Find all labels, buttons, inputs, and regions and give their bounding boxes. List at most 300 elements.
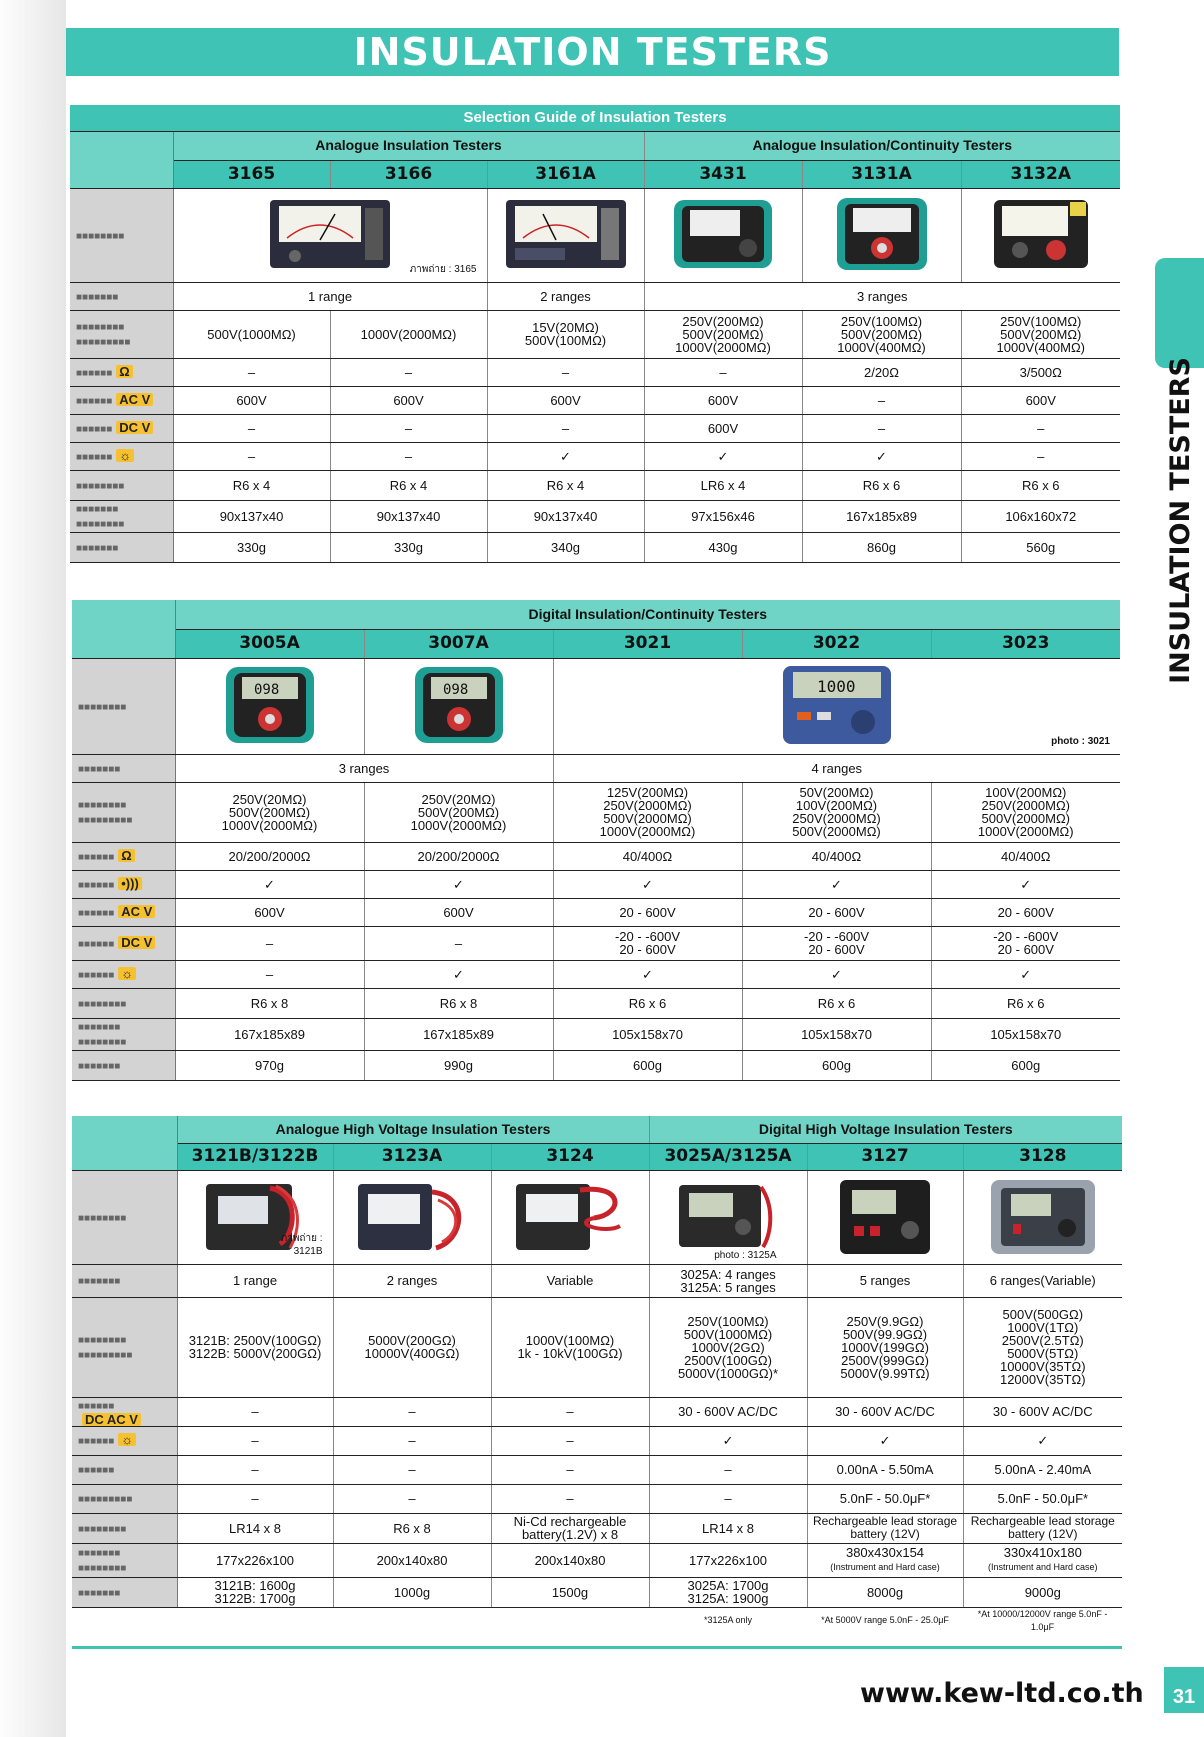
cell: 3 ranges	[644, 282, 1120, 310]
cell: 250V(100MΩ) 500V(200MΩ) 1000V(400MΩ)	[961, 310, 1120, 358]
continuity-row	[70, 358, 1120, 386]
cell: Ni-Cd rechargeable battery(1.2V) x 8	[491, 1513, 649, 1543]
cell: 106x160x72	[961, 500, 1120, 532]
model-3165: 3165	[173, 160, 330, 188]
cell: -20 - -600V 20 - 600V	[553, 926, 742, 960]
cell: R6 x 8	[175, 988, 364, 1018]
page-banner	[66, 28, 1119, 76]
buzzer-row	[72, 870, 1120, 898]
cell: 600V	[364, 898, 553, 926]
model-3005a: 3005A	[175, 629, 364, 658]
image-caption: photo : 3125A	[714, 1249, 777, 1261]
cell: 250V(9.9GΩ) 500V(99.9GΩ) 1000V(199GΩ) 2500V(999GΩ) 5000V(9.99TΩ)	[807, 1297, 963, 1397]
analogue-tester-image	[668, 194, 778, 274]
cell: -20 - -600V 20 - 600V	[742, 926, 931, 960]
page-number: 31	[1164, 1667, 1204, 1713]
cell: Rechargeable lead storage battery (12V)	[963, 1513, 1122, 1543]
section-row	[72, 1116, 1122, 1143]
cell: 20 - 600V	[742, 898, 931, 926]
model-row	[70, 160, 1120, 188]
cell: R6 x 8	[333, 1513, 491, 1543]
cell: 430g	[644, 532, 802, 562]
model-3023: 3023	[931, 629, 1120, 658]
cell: 200x140x80	[491, 1543, 649, 1577]
dimensions-row	[72, 1018, 1120, 1050]
weight-label: ■■■■■■■	[72, 1577, 177, 1607]
cell: 3 ranges	[175, 754, 553, 782]
cell: 97x156x46	[644, 500, 802, 532]
cell: 20 - 600V	[553, 898, 742, 926]
acdc-voltage-icon: DC AC V	[82, 1413, 141, 1426]
cell: R6 x 6	[802, 470, 961, 500]
light-icon: ☼	[118, 967, 136, 980]
cell: 177x226x100	[177, 1543, 333, 1577]
section-analogue-continuity: Analogue Insulation/Continuity Testers	[644, 131, 1120, 160]
cell: 105x158x70	[931, 1018, 1120, 1050]
cell: 380x430x154	[845, 1545, 925, 1560]
acv-row	[72, 898, 1120, 926]
cell: –	[175, 960, 364, 988]
cell: LR14 x 8	[649, 1513, 807, 1543]
rated-voltage-label: ■■■■■■■■ ■■■■■■■■■	[72, 782, 175, 842]
cell: 15V(20MΩ) 500V(100MΩ)	[487, 310, 644, 358]
appearance-row	[72, 658, 1120, 754]
model-3121b-3122b: 3121B/3122B	[177, 1143, 333, 1170]
model-3161a: 3161A	[487, 160, 644, 188]
cell: 5000V(200GΩ) 10000V(400GΩ)	[333, 1297, 491, 1397]
page-title: INSULATION TESTERS	[353, 30, 832, 74]
cell: ✓	[649, 1426, 807, 1455]
cell: 90x137x40	[330, 500, 487, 532]
cell: –	[330, 442, 487, 470]
model-3166: 3166	[330, 160, 487, 188]
cell: 600g	[553, 1050, 742, 1080]
light-label: ■■■■■■ ☼	[72, 1426, 177, 1455]
cell: R6 x 6	[742, 988, 931, 1018]
cell: 200x140x80	[333, 1543, 491, 1577]
cell: R6 x 4	[487, 470, 644, 500]
rated-voltage-label: ■■■■■■■■ ■■■■■■■■■	[70, 310, 173, 358]
cell: –	[333, 1426, 491, 1455]
cell: 30 - 600V AC/DC	[963, 1397, 1122, 1426]
cell: 100V(200MΩ) 250V(2000MΩ) 500V(2000MΩ) 1000V(2000MΩ)	[931, 782, 1120, 842]
cell: 1500g	[491, 1577, 649, 1607]
cell: 20 - 600V	[931, 898, 1120, 926]
cell: 1000g	[333, 1577, 491, 1607]
cell: 560g	[961, 532, 1120, 562]
cell: –	[491, 1426, 649, 1455]
hv-case-tester-image	[352, 1174, 472, 1258]
appearance-label: ■■■■■■■■	[72, 1170, 177, 1264]
corner-cell	[70, 131, 173, 188]
dcv-row	[72, 926, 1120, 960]
footnote-3128: *At 10000/12000V range 5.0nF - 1.0μF	[977, 1608, 1108, 1632]
cell: 250V(20MΩ) 500V(200MΩ) 1000V(2000MΩ)	[175, 782, 364, 842]
hv-case-tester-image	[673, 1177, 783, 1255]
cell: 600V	[487, 386, 644, 414]
cell: R6 x 8	[364, 988, 553, 1018]
cell: 40/400Ω	[931, 842, 1120, 870]
test-voltage-label: ■■■■■■■	[72, 754, 175, 782]
appearance-row	[72, 1170, 1122, 1264]
footnote-3127: *At 5000V range 5.0nF - 25.0μF	[821, 1615, 949, 1625]
image-caption: photo : 3021	[1051, 735, 1110, 747]
appearance-3165-3166	[173, 188, 487, 282]
model-row	[72, 629, 1120, 658]
cell: 20/200/2000Ω	[364, 842, 553, 870]
cell: 600V	[644, 386, 802, 414]
image-caption: ภาพถ่าย : 3165	[409, 263, 477, 275]
hv-case-tester-image	[830, 1174, 940, 1258]
light-row	[72, 960, 1120, 988]
cell: 3/500Ω	[961, 358, 1120, 386]
analogue-tester-image	[501, 194, 631, 274]
light-row	[70, 442, 1120, 470]
weight-row	[72, 1577, 1122, 1607]
cell: ✓	[931, 960, 1120, 988]
dimensions-label: ■■■■■■■ ■■■■■■■■	[72, 1543, 177, 1577]
ohm-icon: Ω	[116, 365, 132, 378]
footnote-empty	[72, 1607, 177, 1634]
appearance-3021-3023	[553, 658, 1120, 754]
cell: 40/400Ω	[553, 842, 742, 870]
cell: 5 ranges	[807, 1264, 963, 1297]
cell: 500V(1000MΩ)	[173, 310, 330, 358]
light-label: ■■■■■■ ☼	[72, 960, 175, 988]
cell: 20/200/2000Ω	[175, 842, 364, 870]
model-row	[72, 1143, 1122, 1170]
cell: –	[649, 1484, 807, 1513]
buzzer-icon: •)))	[118, 877, 142, 890]
section-digital-high-voltage: Digital High Voltage Insulation Testers	[649, 1116, 1122, 1143]
bottom-rule	[72, 1646, 1122, 1649]
cell: –	[177, 1397, 333, 1426]
light-icon: ☼	[116, 449, 134, 462]
digital-tester-image	[777, 662, 897, 748]
section-row	[72, 600, 1120, 629]
cell: 0.00nA - 5.50mA	[807, 1455, 963, 1484]
cell: –	[177, 1484, 333, 1513]
cell: 250V(100MΩ) 500V(1000MΩ) 1000V(2GΩ) 2500V(100GΩ) 5000V(1000GΩ)*	[649, 1297, 807, 1397]
current-row	[72, 1455, 1122, 1484]
appearance-3431	[644, 188, 802, 282]
ohm-icon: Ω	[118, 849, 134, 862]
section-analogue-insulation: Analogue Insulation Testers	[173, 131, 644, 160]
cell: 600V	[961, 386, 1120, 414]
acv-row	[70, 386, 1120, 414]
model-3127: 3127	[807, 1143, 963, 1170]
acv-label: ■■■■■■ AC V	[72, 898, 175, 926]
cell: 600V	[173, 386, 330, 414]
light-row	[72, 1426, 1122, 1455]
side-tab-marker	[1155, 258, 1204, 368]
continuity-label: ■■■■■■ Ω	[72, 842, 175, 870]
cell: 6 ranges(Variable)	[963, 1264, 1122, 1297]
footnote	[333, 1607, 491, 1634]
cell: –	[333, 1397, 491, 1426]
analogue-tester-image	[827, 194, 937, 274]
cell: R6 x 6	[553, 988, 742, 1018]
guide-title-row	[70, 105, 1120, 131]
table-analogue-testers	[70, 105, 1120, 563]
cell: 600V	[644, 414, 802, 442]
rated-voltage-label: ■■■■■■■■ ■■■■■■■■■	[72, 1297, 177, 1397]
cell: 177x226x100	[649, 1543, 807, 1577]
cell: –	[491, 1397, 649, 1426]
cell: 105x158x70	[553, 1018, 742, 1050]
cell: -20 - -600V 20 - 600V	[931, 926, 1120, 960]
cell: –	[173, 358, 330, 386]
cell: 600V	[175, 898, 364, 926]
hv-case-tester-image	[510, 1174, 630, 1258]
capacitance-row	[72, 1484, 1122, 1513]
selection-guide-title: Selection Guide of Insulation Testers	[70, 105, 1120, 131]
continuity-row	[72, 842, 1120, 870]
cell: ✓	[802, 442, 961, 470]
cell: 250V(200MΩ) 500V(200MΩ) 1000V(2000MΩ)	[644, 310, 802, 358]
cell: 5.0nF - 50.0μF*	[963, 1484, 1122, 1513]
cell: –	[330, 414, 487, 442]
cell: ✓	[553, 960, 742, 988]
cell: 1 range	[177, 1264, 333, 1297]
side-label-text: INSULATION TESTERS	[1164, 356, 1196, 684]
model-3128: 3128	[963, 1143, 1122, 1170]
dc-voltage-icon: DC V	[116, 421, 153, 434]
appearance-3132a	[961, 188, 1120, 282]
rated-voltage-row	[72, 782, 1120, 842]
cell: LR6 x 4	[644, 470, 802, 500]
weight-label: ■■■■■■■	[72, 1050, 175, 1080]
digital-tester-image	[220, 663, 320, 747]
cell: 5.00nA - 2.40mA	[963, 1455, 1122, 1484]
appearance-label: ■■■■■■■■	[70, 188, 173, 282]
cell: –	[491, 1455, 649, 1484]
cell: ✓	[175, 870, 364, 898]
power-label: ■■■■■■■■	[72, 1513, 177, 1543]
footnote-row	[72, 1607, 1122, 1634]
weight-row	[72, 1050, 1120, 1080]
power-row	[72, 1513, 1122, 1543]
power-label: ■■■■■■■■	[70, 470, 173, 500]
dcv-row	[70, 414, 1120, 442]
cell: ✓	[742, 960, 931, 988]
cell: ✓	[553, 870, 742, 898]
section-digital-continuity: Digital Insulation/Continuity Testers	[175, 600, 1120, 629]
table-digital-testers	[72, 600, 1120, 1081]
cell: R6 x 6	[961, 470, 1120, 500]
cell: –	[177, 1426, 333, 1455]
appearance-row	[70, 188, 1120, 282]
test-voltage-row	[70, 282, 1120, 310]
cell: 30 - 600V AC/DC	[649, 1397, 807, 1426]
lcd-reading: 098	[253, 682, 279, 698]
appearance-3131a	[802, 188, 961, 282]
cell: 30 - 600V AC/DC	[807, 1397, 963, 1426]
model-3132a: 3132A	[961, 160, 1120, 188]
hv-case-tester-image	[983, 1174, 1103, 1258]
analogue-tester-image	[986, 194, 1096, 274]
cell: 167x185x89	[802, 500, 961, 532]
weight-row	[70, 532, 1120, 562]
cell: 125V(200MΩ) 250V(2000MΩ) 500V(2000MΩ) 1000V(2000MΩ)	[553, 782, 742, 842]
cell: –	[649, 1455, 807, 1484]
dc-voltage-icon: DC V	[118, 936, 155, 949]
model-3431: 3431	[644, 160, 802, 188]
cell: 4 ranges	[553, 754, 1120, 782]
section-analogue-high-voltage: Analogue High Voltage Insulation Testers	[177, 1116, 649, 1143]
cell-with-note	[963, 1543, 1122, 1577]
cell: –	[961, 442, 1120, 470]
weight-label: ■■■■■■■	[70, 532, 173, 562]
cell: 5.0nF - 50.0μF*	[807, 1484, 963, 1513]
ac-voltage-icon: AC V	[116, 393, 153, 406]
cell: ✓	[931, 870, 1120, 898]
cell: R6 x 4	[173, 470, 330, 500]
power-label: ■■■■■■■■	[72, 988, 175, 1018]
cell: ✓	[364, 870, 553, 898]
cell: 3121B: 1600g 3122B: 1700g	[177, 1577, 333, 1607]
cell: R6 x 4	[330, 470, 487, 500]
test-voltage-row	[72, 1264, 1122, 1297]
appearance-3123a	[333, 1170, 491, 1264]
appearance-3121b	[177, 1170, 333, 1264]
appearance-label: ■■■■■■■■	[72, 658, 175, 754]
cell: 330g	[173, 532, 330, 562]
cell: ✓	[742, 870, 931, 898]
cell: 1000V(2000MΩ)	[330, 310, 487, 358]
test-voltage-label: ■■■■■■■	[70, 282, 173, 310]
cell: 9000g	[963, 1577, 1122, 1607]
cell: –	[364, 926, 553, 960]
footnote	[177, 1607, 333, 1634]
image-caption: ภาพถ่าย : 3121B	[280, 1232, 323, 1257]
cell: ✓	[487, 442, 644, 470]
cell: 40/400Ω	[742, 842, 931, 870]
cell: –	[330, 358, 487, 386]
cell: 250V(20MΩ) 500V(200MΩ) 1000V(2000MΩ)	[364, 782, 553, 842]
lcd-reading: 1000	[816, 677, 856, 696]
side-label	[1163, 356, 1197, 684]
dimensions-row	[72, 1543, 1122, 1577]
appearance-3161a	[487, 188, 644, 282]
cell: 330x410x180	[1003, 1545, 1082, 1560]
cell: –	[173, 442, 330, 470]
test-voltage-label: ■■■■■■■	[72, 1264, 177, 1297]
digital-tester-image	[409, 663, 509, 747]
cell: –	[173, 414, 330, 442]
dimensions-label: ■■■■■■■ ■■■■■■■■	[72, 1018, 175, 1050]
cell: 2 ranges	[333, 1264, 491, 1297]
cell: Rechargeable lead storage battery (12V)	[807, 1513, 963, 1543]
dims-note: (Instrument and Hard case)	[830, 1562, 940, 1572]
acdcv-row	[72, 1397, 1122, 1426]
table-high-voltage-testers	[72, 1116, 1122, 1634]
buzzer-label: ■■■■■■ •)))	[72, 870, 175, 898]
appearance-3005a	[175, 658, 364, 754]
page-gutter-shade	[0, 0, 66, 1737]
model-3021: 3021	[553, 629, 742, 658]
cell: 90x137x40	[173, 500, 330, 532]
cell: 167x185x89	[364, 1018, 553, 1050]
dimensions-label: ■■■■■■■ ■■■■■■■■	[70, 500, 173, 532]
current-label: ■■■■■■	[72, 1455, 177, 1484]
ac-voltage-icon: AC V	[118, 905, 155, 918]
cell: 8000g	[807, 1577, 963, 1607]
appearance-3128	[963, 1170, 1122, 1264]
rated-voltage-row	[72, 1297, 1122, 1397]
cell: 2/20Ω	[802, 358, 961, 386]
corner-cell	[72, 1116, 177, 1170]
cell: 1000V(100MΩ) 1k - 10kV(100GΩ)	[491, 1297, 649, 1397]
cell: –	[333, 1455, 491, 1484]
dimensions-row	[70, 500, 1120, 532]
cell: 500V(500GΩ) 1000V(1TΩ) 2500V(2.5TΩ) 5000V(5TΩ) 10000V(35TΩ) 12000V(35TΩ)	[963, 1297, 1122, 1397]
cell: 90x137x40	[487, 500, 644, 532]
cell: –	[487, 358, 644, 386]
acv-label: ■■■■■■ AC V	[70, 386, 173, 414]
light-label: ■■■■■■ ☼	[70, 442, 173, 470]
cell: LR14 x 8	[177, 1513, 333, 1543]
cell: –	[333, 1484, 491, 1513]
cell: 167x185x89	[175, 1018, 364, 1050]
cell: ✓	[364, 960, 553, 988]
cell: 50V(200MΩ) 100V(200MΩ) 250V(2000MΩ) 500V(2000MΩ)	[742, 782, 931, 842]
cell: 340g	[487, 532, 644, 562]
cell: ✓	[807, 1426, 963, 1455]
model-3124: 3124	[491, 1143, 649, 1170]
footnote-3125a: *3125A only	[703, 1615, 753, 1625]
section-row	[70, 131, 1120, 160]
cell: 1 range	[173, 282, 487, 310]
power-row	[70, 470, 1120, 500]
analogue-tester-image	[265, 194, 395, 274]
model-3022: 3022	[742, 629, 931, 658]
cell: 3025A: 1700g 3125A: 1900g	[649, 1577, 807, 1607]
rated-voltage-row	[70, 310, 1120, 358]
capacitance-label: ■■■■■■■■■	[72, 1484, 177, 1513]
cell: Variable	[491, 1264, 649, 1297]
model-3025a-3125a: 3025A/3125A	[649, 1143, 807, 1170]
cell: 970g	[175, 1050, 364, 1080]
cell: –	[961, 414, 1120, 442]
appearance-3007a	[364, 658, 553, 754]
light-icon: ☼	[118, 1433, 136, 1446]
cell: 330g	[330, 532, 487, 562]
cell: 990g	[364, 1050, 553, 1080]
appearance-3127	[807, 1170, 963, 1264]
cell: ✓	[963, 1426, 1122, 1455]
model-3123a: 3123A	[333, 1143, 491, 1170]
dcv-label: ■■■■■■ DC V	[70, 414, 173, 442]
cell: 2 ranges	[487, 282, 644, 310]
appearance-3025a	[649, 1170, 807, 1264]
dims-note: (Instrument and Hard case)	[988, 1562, 1098, 1572]
cell: 600g	[931, 1050, 1120, 1080]
cell: –	[175, 926, 364, 960]
cell-with-note	[807, 1543, 963, 1577]
acdcv-label: ■■■■■■DC AC V	[72, 1397, 177, 1426]
continuity-label: ■■■■■■ Ω	[70, 358, 173, 386]
cell: ✓	[644, 442, 802, 470]
cell: –	[491, 1484, 649, 1513]
cell: –	[802, 414, 961, 442]
model-3131a: 3131A	[802, 160, 961, 188]
cell: –	[802, 386, 961, 414]
cell: 600V	[330, 386, 487, 414]
power-row	[72, 988, 1120, 1018]
cell: 860g	[802, 532, 961, 562]
dcv-label: ■■■■■■ DC V	[72, 926, 175, 960]
